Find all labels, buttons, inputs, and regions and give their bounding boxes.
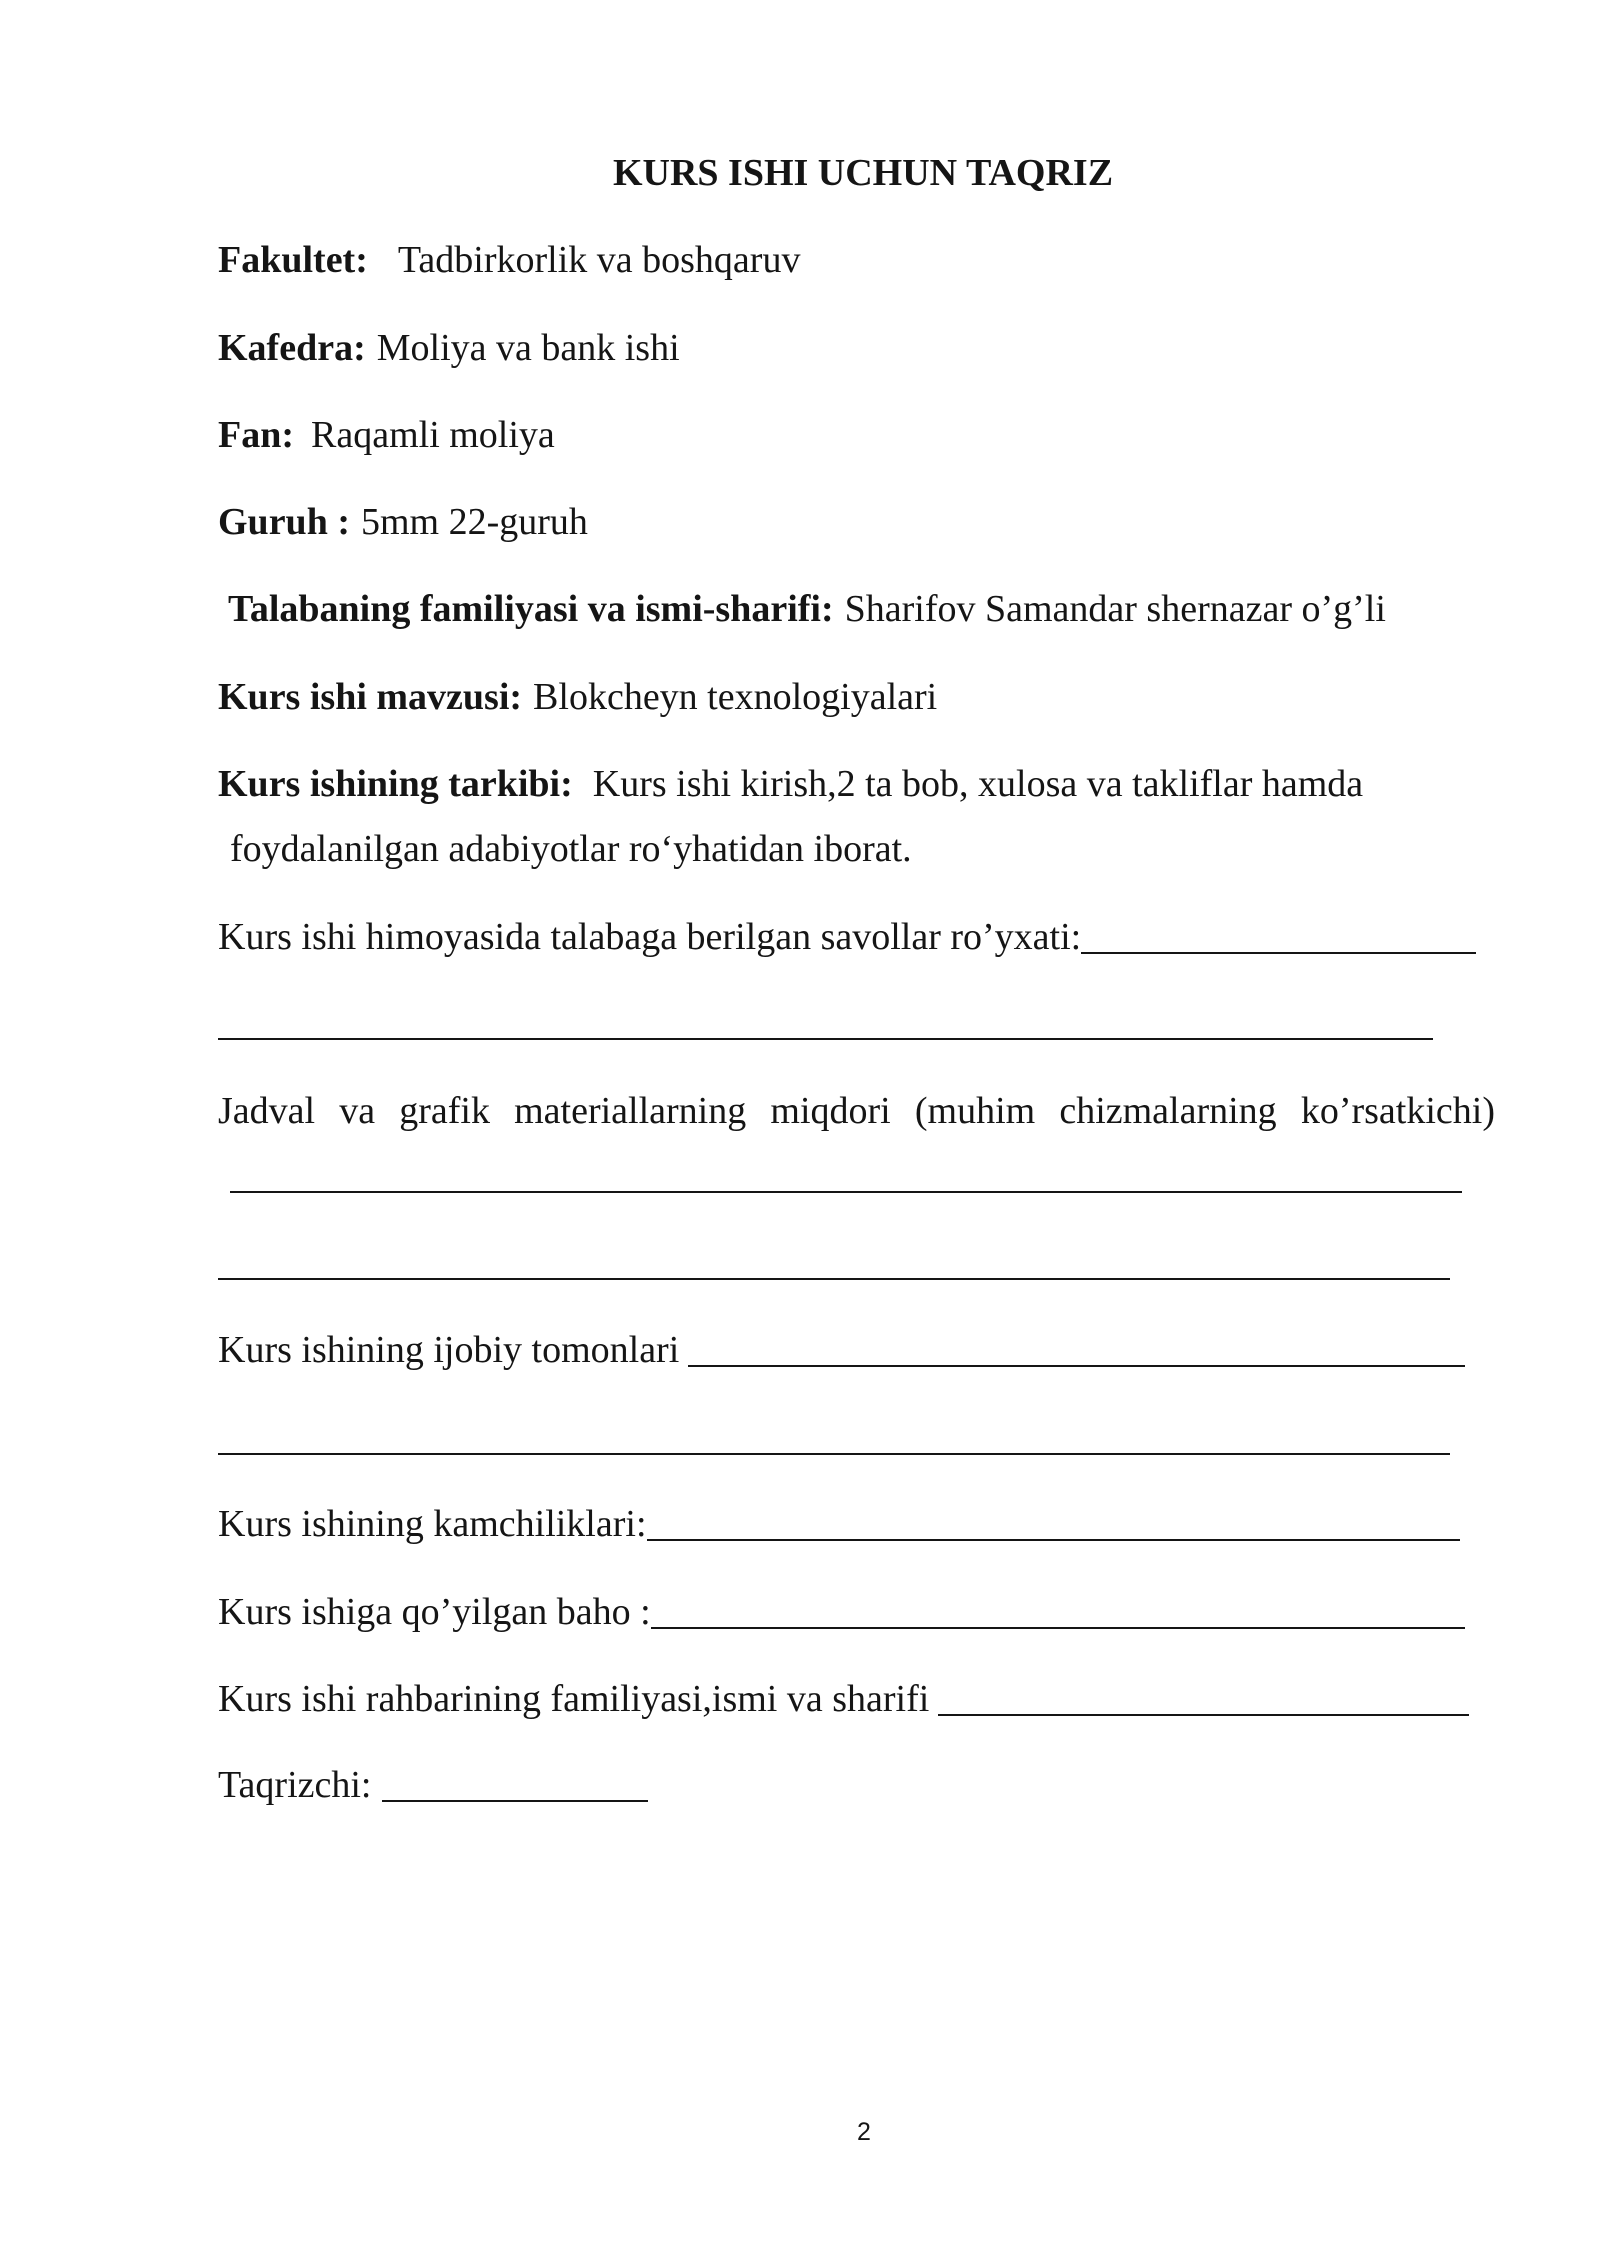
department-label: Kafedra: [218,327,366,369]
group-label: Guruh : [218,501,350,543]
defense-questions-blank-line [1081,952,1476,954]
structure-row [218,762,1363,806]
topic-value: Blokcheyn texnologiyalari [533,676,938,718]
document-title: KURS ISHI UCHUN TAQRIZ [612,152,1114,194]
strengths-extra-row [218,1416,1450,1460]
reviewer-label: Taqrizchi: [218,1764,372,1806]
supervisor-row [218,1677,1469,1721]
strengths-blank-line [688,1365,1465,1367]
faculty-value: Tadbirkorlik va boshqaruv [397,239,801,281]
defense-questions-extra-row [218,1001,1433,1045]
supervisor-label: Kurs ishi rahbarining familiyasi,ismi va sharifi [218,1678,930,1720]
subject-row [218,413,555,457]
topic-label: Kurs ishi mavzusi: [218,676,523,718]
department-value: Moliya va bank ishi [376,327,680,369]
student-value: Sharifov Samandar shernazar o’g’li [844,588,1386,630]
reviewer-row [218,1763,648,1807]
faculty-label: Fakultet: [218,239,368,281]
strengths-row [218,1328,1465,1372]
tables-graphics-line-row-1 [230,1154,1462,1198]
group-value: 5mm 22-guruh [360,501,588,543]
strengths-label: Kurs ishining ijobiy tomonlari [218,1329,680,1371]
defense-questions-row [218,915,1476,959]
structure-value-line2: foydalanilgan adabiyotlar ro‘yhatidan iborat. [230,828,912,870]
group-row [218,500,588,544]
supervisor-blank-line [938,1714,1469,1716]
weaknesses-row [218,1502,1460,1546]
topic-row [218,675,937,719]
grade-label: Kurs ishiga qo’yilgan baho : [218,1591,651,1633]
weaknesses-blank-line [647,1539,1460,1541]
structure-continuation-row [230,827,912,871]
defense-questions-blank-line-2 [218,1038,1433,1040]
subject-label: Fan: [218,414,294,456]
structure-label: Kurs ishining tarkibi: [218,763,573,805]
student-row [228,587,1386,631]
tables-graphics-label: Jadval va grafik materiallarning miqdori (muhim chizmalarning ko’rsatkichi) [218,1090,1495,1132]
structure-value-line1: Kurs ishi kirish,2 ta bob, xulosa va takliflar hamda [592,763,1364,805]
student-label: Talabaning familiyasi va ismi-sharifi: [228,588,834,630]
weaknesses-label: Kurs ishining kamchiliklari: [218,1503,647,1545]
reviewer-blank-line [382,1800,648,1802]
strengths-blank-line-2 [218,1453,1450,1455]
subject-value: Raqamli moliya [311,414,555,456]
tables-graphics-blank-line-2 [218,1278,1450,1280]
department-row [218,326,680,370]
tables-graphics-blank-line-1 [230,1191,1462,1193]
tables-graphics-line-row-2 [218,1241,1450,1285]
defense-questions-label: Kurs ishi himoyasida talabaga berilgan savollar ro’yxati: [218,916,1082,958]
grade-row [218,1590,1465,1634]
grade-blank-line [651,1627,1465,1629]
faculty-row [218,238,800,282]
page-number: 2 [857,2118,871,2146]
